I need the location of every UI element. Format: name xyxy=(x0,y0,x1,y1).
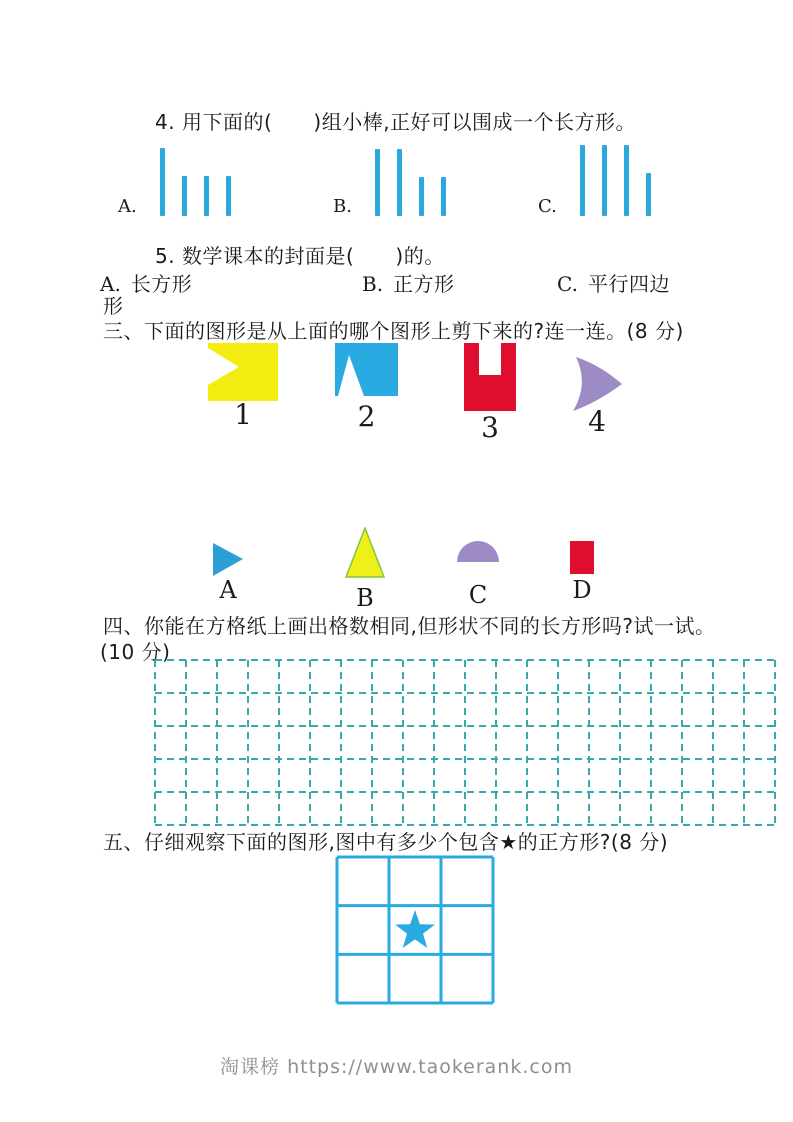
stick-group-b xyxy=(333,144,446,216)
three-by-three-star-grid xyxy=(335,855,495,1005)
shape-number: 2 xyxy=(357,400,376,433)
stick-option-label: C. xyxy=(538,196,557,217)
yellow-triangle-shape xyxy=(345,527,385,578)
stick xyxy=(375,149,380,216)
star-icon xyxy=(395,910,435,948)
footer-site-name: 淘课榜 xyxy=(220,1056,281,1078)
section-3-heading: 三、下面的图形是从上面的哪个图形上剪下来的?连一连。(8 分) xyxy=(103,319,684,343)
stick-option-label: B. xyxy=(333,196,352,217)
q5-option-b xyxy=(362,268,455,297)
q5-option-c xyxy=(557,268,670,297)
stick xyxy=(580,145,585,216)
stick-group-c xyxy=(538,144,651,216)
question-5-text: 5. 数学课本的封面是( )的。 xyxy=(155,244,445,268)
option-label: C. xyxy=(557,272,578,296)
dashed-square-grid-paper xyxy=(153,658,777,827)
shape-number: 4 xyxy=(588,405,606,438)
stick xyxy=(204,176,209,216)
option-label: B. xyxy=(362,272,384,296)
q5-option-c-wrap: 形 xyxy=(103,294,124,318)
section-5-heading: 五、仔细观察下面的图形,图中有多少个包含★的正方形?(8 分) xyxy=(103,830,669,854)
section-4-heading: 四、你能在方格纸上画出格数相同,但形状不同的长方形吗?试一试。 xyxy=(103,614,716,638)
shape-letter: C xyxy=(468,581,488,609)
red-notched-rectangle-shape xyxy=(464,343,516,411)
stick xyxy=(226,176,231,216)
option-label: A. xyxy=(100,272,121,296)
stick xyxy=(441,177,446,216)
shape-number: 3 xyxy=(481,411,499,444)
question-4-text: 4. 用下面的( )组小棒,正好可以围成一个长方形。 xyxy=(155,110,637,134)
option-text: 平行四边 xyxy=(587,272,670,296)
footer-link[interactable] xyxy=(220,1056,573,1078)
option-text: 长方形 xyxy=(130,272,193,296)
footer-url: https://www.taokerank.com xyxy=(287,1056,573,1078)
option-text: 正方形 xyxy=(393,272,455,296)
shape-letter: A xyxy=(219,576,237,604)
shape-letter: B xyxy=(356,584,374,612)
stick xyxy=(646,173,651,216)
stick-group-a xyxy=(118,144,231,216)
stick xyxy=(397,149,402,216)
section-4-score: (10 分) xyxy=(100,640,171,664)
stick-option-label: A. xyxy=(118,196,137,217)
stick xyxy=(624,145,629,216)
stick xyxy=(182,176,187,216)
purple-arrowhead-shape xyxy=(572,357,622,412)
red-rectangle-shape xyxy=(570,541,594,574)
shape-letter: D xyxy=(572,576,592,604)
stick xyxy=(602,145,607,216)
shape-number: 1 xyxy=(234,398,252,431)
cyan-notched-square-shape xyxy=(335,343,398,396)
stick xyxy=(160,148,165,216)
stick xyxy=(419,177,424,216)
blue-triangle-shape xyxy=(213,543,243,576)
purple-semicircle-shape xyxy=(457,541,499,563)
yellow-notched-rectangle-shape xyxy=(208,343,278,401)
footer xyxy=(0,1052,793,1079)
